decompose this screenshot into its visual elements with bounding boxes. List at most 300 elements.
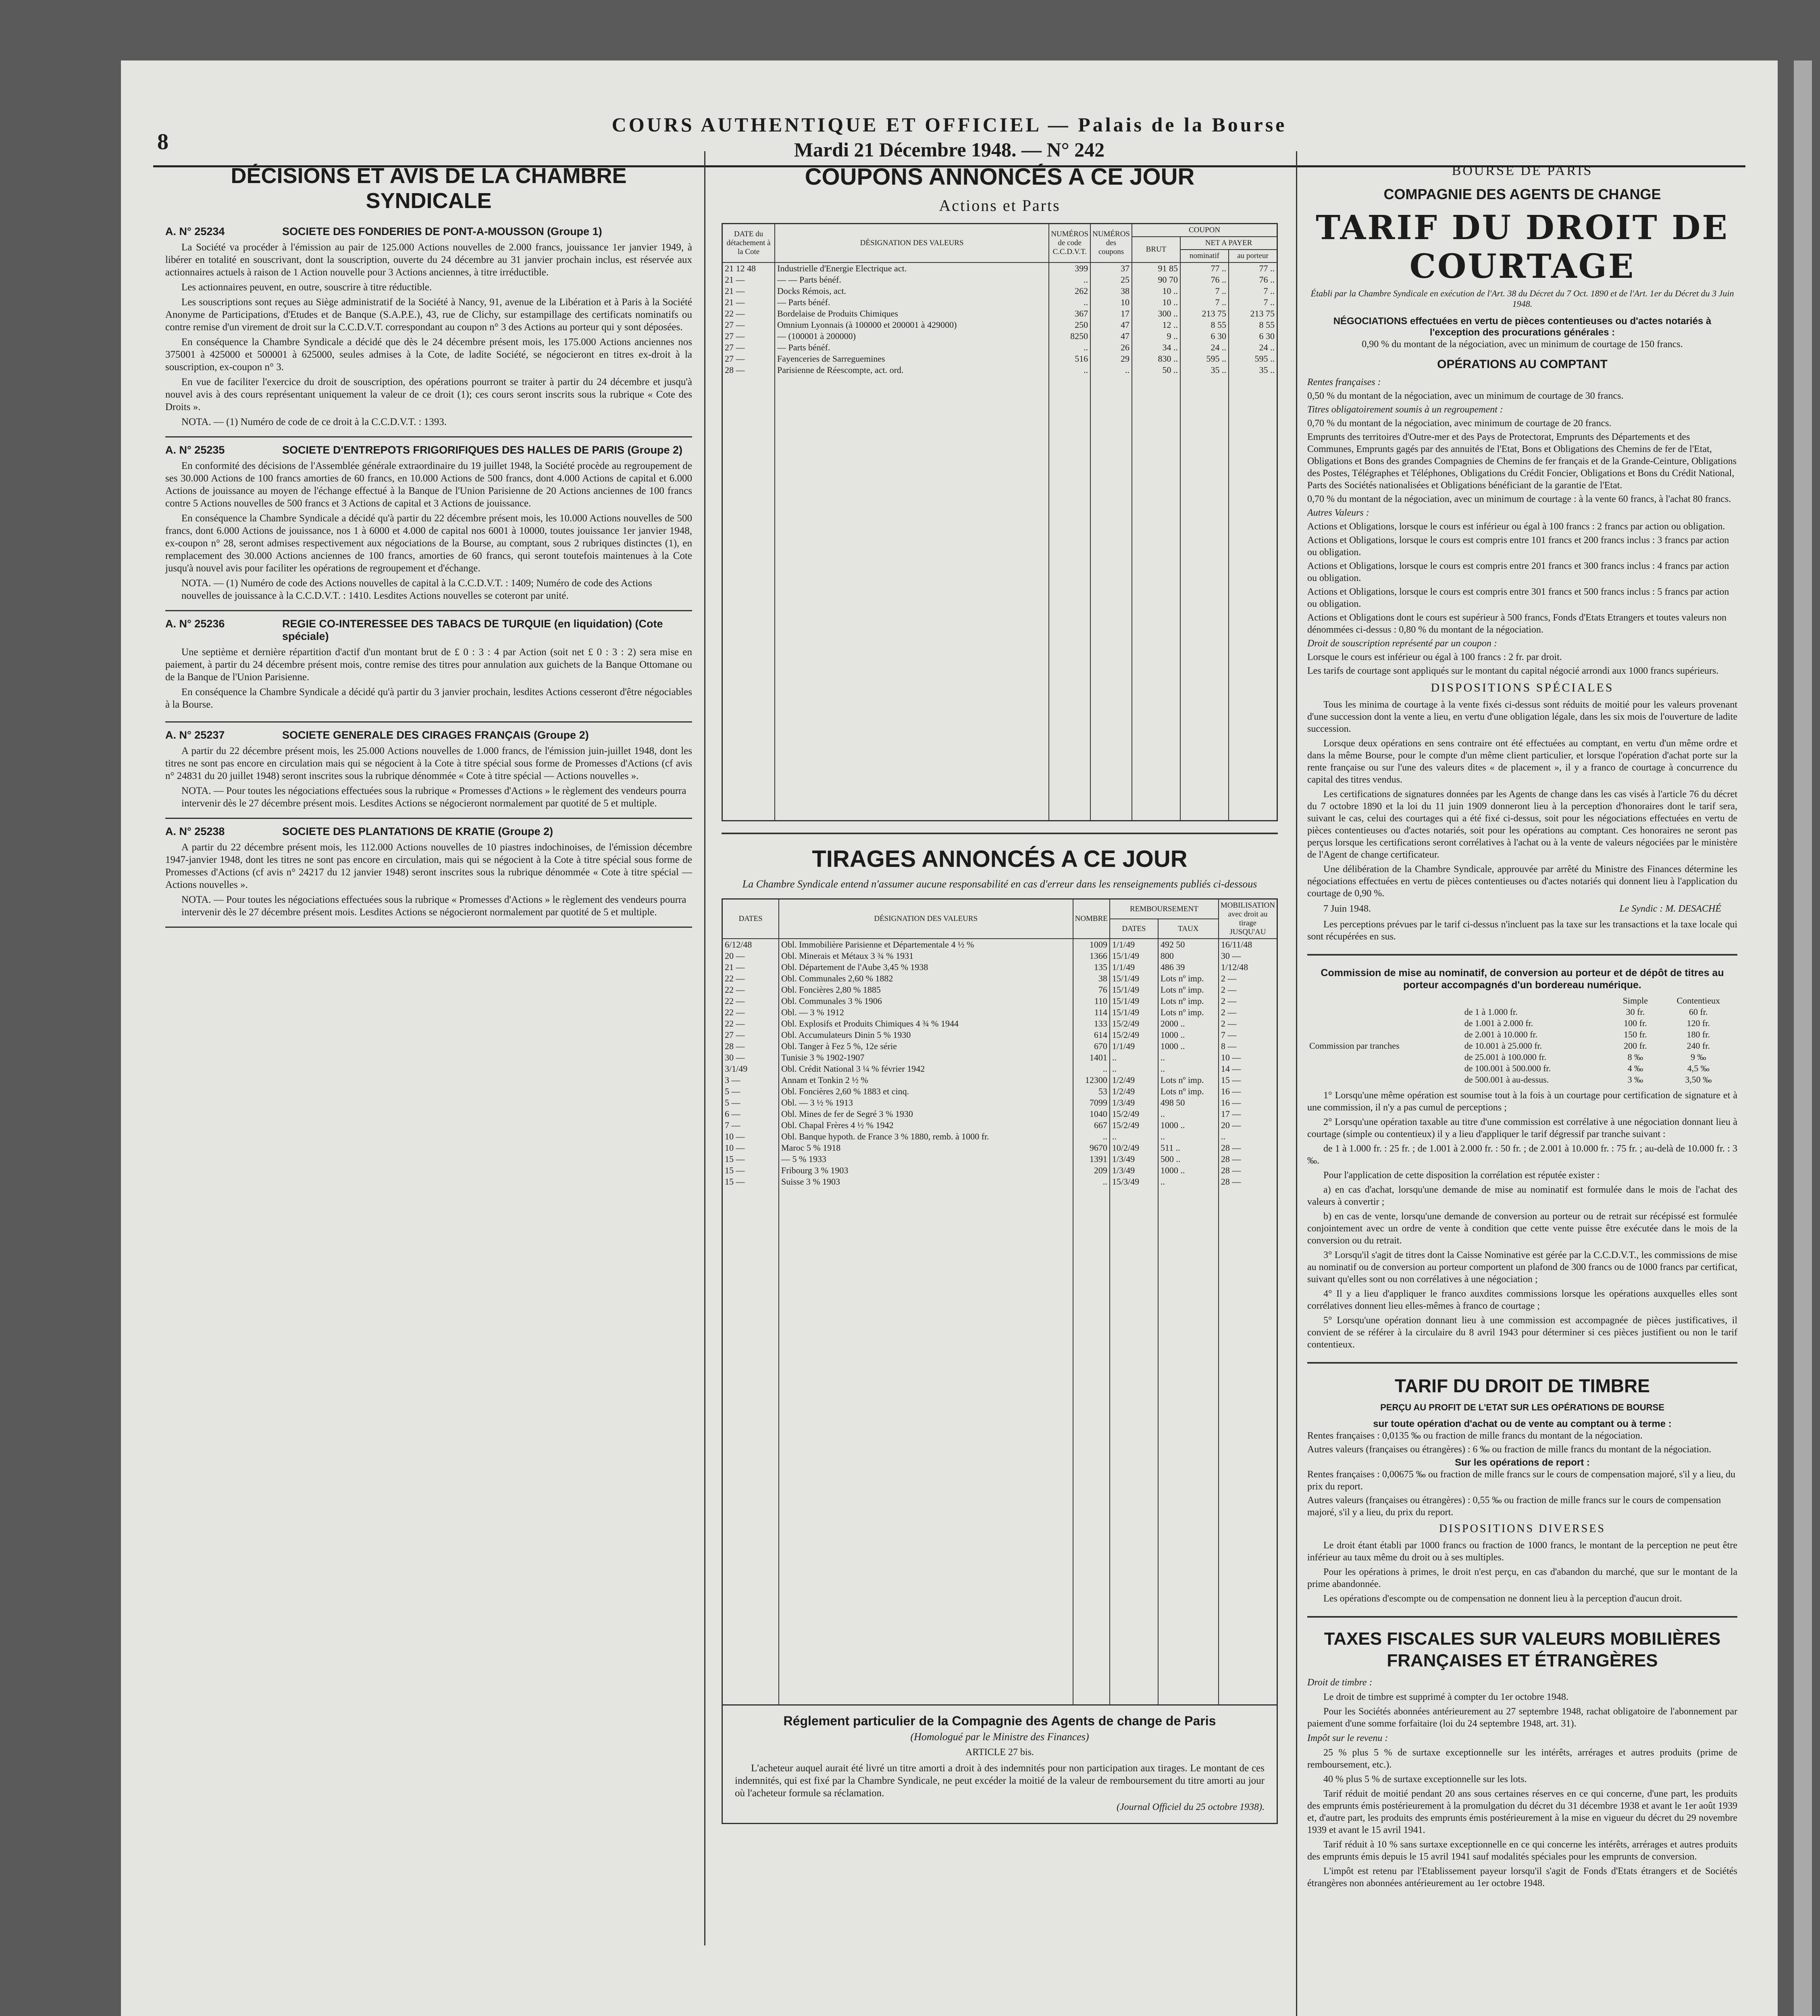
- col-designation: DÉSIGNATION DES VALEURS: [779, 899, 1073, 939]
- tarif-line: Titres obligatoirement soumis à un regroupement :: [1307, 404, 1503, 415]
- table-cell: 12300: [1073, 1075, 1110, 1086]
- table-cell: 10 —: [722, 1142, 779, 1154]
- taxes-line: 25 % plus 5 % de surtaxe exceptionnelle sur les intérêts, arrérages et autres produits (prime de remboursement, etc.).: [1307, 1747, 1737, 1770]
- table-cell: 15/1/49: [1110, 1007, 1158, 1018]
- reglement-title: Réglement particulier de la Compagnie des Agents de change de Paris: [783, 1714, 1216, 1728]
- table-cell: 47: [1090, 319, 1132, 331]
- table-cell: 367: [1049, 308, 1090, 319]
- table-row: [722, 274, 1277, 285]
- commission-note: 5° Lorsqu'une opération donnant lieu à une commission est accompagnée de pièces justificatives, il convient de se référer à la circulaire du 8 avril 1943 pour déterminer si ces pièces justifient ou non le tarif contentieux.: [1307, 1315, 1737, 1350]
- notice-nota: NOTA. — Pour toutes les négociations effectuées sous la rubrique « Promesses d'Actions » le règlement des vendeurs pourra intervenir dès le 27 décembre présent mois. Lesdites Actions se négocieront normalement par quotité de 5 et multiple.: [181, 894, 686, 918]
- table-cell: 1/1/49: [1110, 939, 1158, 950]
- notice-number: A. N° 25237: [165, 729, 225, 741]
- commission-row: [1307, 1074, 1737, 1085]
- notice-company: SOCIETE D'ENTREPOTS FRIGORIFIQUES DES HALLES DE PARIS (Groupe 2): [282, 444, 683, 456]
- tarif-line: 0,70 % du montant de la négociation, avec un minimum de courtage : à la vente 60 francs, à l'achat 80 francs.: [1307, 494, 1731, 504]
- table-row: [722, 950, 1277, 962]
- table-cell: 15 —: [722, 1154, 779, 1165]
- table-cell: 77 ..: [1229, 262, 1277, 274]
- col-coupon: COUPON: [1132, 224, 1277, 237]
- table-cell: — Parts bénéf.: [775, 342, 1049, 353]
- commission-cell: de 25.001 à 100.000 fr.: [1464, 1052, 1547, 1062]
- table-cell: ..: [1158, 1052, 1219, 1063]
- table-cell: 16/11/48: [1219, 939, 1277, 950]
- table-cell: 30 —: [722, 1052, 779, 1063]
- table-row: [722, 1142, 1277, 1154]
- negociations-heading: NÉGOCIATIONS effectuées en vertu de pièces contentieuses ou d'actes notariés à l'exception des procurations générales :: [1333, 316, 1712, 338]
- table-cell: 15/1/49: [1110, 996, 1158, 1007]
- taxes-line: 40 % plus 5 % de surtaxe exceptionnelle sur les lots.: [1323, 1774, 1527, 1785]
- table-cell: 15/1/49: [1110, 950, 1158, 962]
- table-row: [722, 1075, 1277, 1086]
- notice-number: A. N° 25238: [165, 825, 225, 837]
- coupons-subtitle: Actions et Parts: [939, 196, 1061, 215]
- table-cell: 7 ..: [1229, 285, 1277, 297]
- tarif-lines: [1307, 376, 1737, 677]
- table-cell: 8250: [1049, 331, 1090, 342]
- tarif-line: Autres Valeurs :: [1307, 508, 1369, 518]
- commission-note: 2° Lorsqu'une opération taxable au titre d'une commission est corrélative à une négociation donnant lieu à courtage (simple ou contentieux) il y a lieu d'appliquer le tarif dégressif par tranche suivant :: [1307, 1117, 1737, 1139]
- table-cell: Maroc 5 % 1918: [779, 1142, 1073, 1154]
- table-cell: — Parts bénéf.: [775, 297, 1049, 308]
- table-cell: Lots nº imp.: [1158, 1086, 1219, 1097]
- table-cell: 10 —: [722, 1131, 779, 1142]
- commission-note: Pour l'application de cette disposition la corrélation est réputée exister :: [1323, 1170, 1600, 1181]
- table-cell: 1/3/49: [1110, 1097, 1158, 1108]
- notice-paragraph: En conséquence la Chambre Syndicale a décidé qu'à partir du 3 janvier prochain, lesdites Actions cesseront d'être négociables à la Bourse.: [165, 687, 692, 710]
- table-cell: Suisse 3 % 1903: [779, 1176, 1073, 1187]
- taxes-line: Tarif réduit à 10 % sans surtaxe exceptionnelle en ce qui concerne les intérêts, arrérages et autres produits des emprunts émis depuis le 15 avril 1941 sauf modalités spéciales pour les emprunts de conversion.: [1307, 1839, 1737, 1862]
- table-cell: 12 ..: [1132, 319, 1180, 331]
- diverses-paragraph: Pour les opérations à primes, le droit n'est perçu, en cas d'abandon du marché, que sur le montant de la prime abandonnée.: [1307, 1567, 1737, 1589]
- diverses-paragraph: Le droit étant établi par 1000 francs ou fraction de 1000 francs, le montant de la perception ne peut être inférieur au taux même du droit ou à ses multiples.: [1307, 1540, 1737, 1563]
- table-cell: 2 —: [1219, 973, 1277, 984]
- notice-paragraph: En conséquence la Chambre Syndicale a décidé que dès le 24 décembre présent mois, les 175.000 Actions anciennes nos 375001 à 425000 et 500001 à 625000, seules admises à la Cote, de ladite Société, se négocieront en titres ex-droit à la souscription, ex-coupon n° 3.: [165, 337, 692, 373]
- table-cell: 34 ..: [1132, 342, 1180, 353]
- table-row: [722, 1131, 1277, 1142]
- table-cell: 76 ..: [1229, 274, 1277, 285]
- col-rdates: DATES: [1110, 919, 1158, 939]
- table-cell: 492 50: [1158, 939, 1219, 950]
- table-cell: ..: [1110, 1131, 1158, 1142]
- table-row: [722, 939, 1277, 950]
- table-cell: 15 —: [722, 1176, 779, 1187]
- taxes-line: Droit de timbre :: [1307, 1677, 1373, 1688]
- timbre-l1: Rentes françaises : 0,0135 ‰ ou fraction de mille francs du montant de la négociation.: [1307, 1431, 1643, 1441]
- commission-cell: 200 fr.: [1624, 1041, 1647, 1051]
- notice-paragraph: En vue de faciliter l'exercice du droit de souscription, des opérations pourront se traiter à partir du 24 décembre et jusqu'à nouvel avis à des cours représentant uniquement la valeur de ce droit (1); ces cours seront inscrits sous la rubrique « Cote des Droits ».: [165, 377, 692, 412]
- table-row: [722, 1063, 1277, 1075]
- table-row: [722, 364, 1277, 376]
- tarif-line: 0,70 % du montant de la négociation, avec minimum de courtage de 20 francs.: [1307, 418, 1612, 429]
- table-cell: Parisienne de Réescompte, act. ord.: [775, 364, 1049, 376]
- commission-label: [1307, 1052, 1462, 1063]
- commission-row: [1307, 1006, 1737, 1018]
- table-cell: 1040: [1073, 1108, 1110, 1120]
- table-cell: 28 —: [722, 1041, 779, 1052]
- table-cell: 20 —: [1219, 1120, 1277, 1131]
- table-cell: Lots nº imp.: [1158, 1075, 1219, 1086]
- table-cell: 135: [1073, 962, 1110, 973]
- timbre-h1: sur toute opération d'achat ou de vente au comptant ou à terme :: [1373, 1418, 1672, 1429]
- commission-row: [1307, 1063, 1737, 1074]
- commission-row: [1307, 1029, 1737, 1040]
- table-cell: 213 75: [1180, 308, 1229, 319]
- notice-nota: NOTA. — Pour toutes les négociations effectuées sous la rubrique « Promesses d'Actions » le règlement des vendeurs pourra intervenir dès le 27 décembre présent mois. Lesdites Actions se négocieront normalement par quotité de 5 et multiple.: [181, 785, 686, 809]
- taxes-line: L'impôt est retenu par l'Etablissement payeur lorsqu'il s'agit de Fonds d'Etats étrangers et de Sociétés étrangères non abonnées antérieurement au 1er octobre 1948.: [1307, 1866, 1737, 1889]
- diverses-paragraph: Les opérations d'escompte ou de compensation ne donnent lieu à la perception d'aucun droit.: [1323, 1593, 1682, 1604]
- commission-note: 4° Il y a lieu d'appliquer le franco auxdites commissions lorsque les opérations auxquelles elles sont corrélatives donnent lieu elles-mêmes à franco de courtage ;: [1307, 1289, 1737, 1311]
- commission-title: Commission de mise au nominatif, de conversion au porteur et de dépôt de titres au porteur accompagnés d'un bordereau numérique.: [1321, 967, 1724, 991]
- table-cell: Bordelaise de Produits Chimiques: [775, 308, 1049, 319]
- table-cell: ..: [1073, 1131, 1110, 1142]
- table-cell: 10 —: [1219, 1052, 1277, 1063]
- tirages-table: [722, 898, 1278, 1706]
- table-cell: 22 —: [722, 1018, 779, 1029]
- col-designation: DÉSIGNATION DES VALEURS: [775, 224, 1049, 263]
- commission-note: 3° Lorsqu'il s'agit de titres dont la Caisse Nominative est gérée par la C.C.D.V.T., les commissions de mise au nominatif ou de conversion au porteur comportent un plafond de 300 francs ou de 1000 francs par certificat, suivant qu'elles sont ou non corrélatives à une négociation ;: [1307, 1250, 1737, 1285]
- table-row: [722, 331, 1277, 342]
- table-cell: 500 ..: [1158, 1154, 1219, 1165]
- table-cell: 50 ..: [1132, 364, 1180, 376]
- table-cell: ..: [1158, 1063, 1219, 1075]
- taxes-line: Impôt sur le revenu :: [1307, 1733, 1388, 1743]
- notice-paragraph: Une septième et dernière répartition d'actif d'un montant brut de £ 0 : 3 : 4 par Action (soit net £ 0 : 3 : 2) sera mise en paiement, à partir du 24 décembre présent mois, contre remise des titres pour annulation aux guichets de la Banque Ottomane ou de la Banque de l'Union Parisienne.: [165, 647, 692, 683]
- table-blank-space: [722, 376, 1277, 821]
- notice-paragraph: Les souscriptions sont reçues au Siège administratif de la Société à Nancy, 91, avenue de la Libération et à Paris à la Société Anonyme de Participations, d'Etudes et de Banque (S.A.P.E.), 43, rue de Clichy, sur estampillage des certificats nominatifs ou contre remise d'un virement de droit sur la C.C.D.V.T. correspondant au coupon n° 3 des Actions au porteur qui y sont déposées.: [165, 297, 692, 333]
- commission-note: 1° Lorsqu'une même opération est soumise tout à la fois à un courtage pour certification de signature et à une commission, il n'y a pas cumul de perceptions ;: [1307, 1090, 1737, 1113]
- section-rule: [722, 833, 1278, 834]
- commission-cell: de 100.001 à 500.000 fr.: [1464, 1063, 1551, 1073]
- commission-cell: 8 ‰: [1627, 1052, 1643, 1062]
- notice-company: REGIE CO-INTERESSEE DES TABACS DE TURQUIE (en liquidation) (Cote spéciale): [282, 618, 663, 642]
- table-cell: 830 ..: [1132, 353, 1180, 364]
- commission-row: [1307, 1018, 1737, 1029]
- table-cell: 1/2/49: [1110, 1086, 1158, 1097]
- dispositions-title: DISPOSITIONS SPÉCIALES: [1431, 681, 1614, 694]
- table-cell: 1/2/49: [1110, 1075, 1158, 1086]
- tarif-line: Les tarifs de courtage sont appliqués sur le montant du capital négocié arrondi aux 1000 francs supérieurs.: [1307, 666, 1719, 676]
- table-cell: Omnium Lyonnais (à 100000 et 200001 à 429000): [775, 319, 1049, 331]
- commission-cell: 9 ‰: [1690, 1052, 1706, 1062]
- table-cell: 262: [1049, 285, 1090, 297]
- taxes-line: Pour les Sociétés abonnées antérieurement au 27 septembre 1948, rachat obligatoire de l'abonnement par paiement d'une somme forfaitaire (loi du 24 septembre 1948, art. 31).: [1307, 1706, 1737, 1729]
- table-row: [722, 973, 1277, 984]
- table-cell: 511 ..: [1158, 1142, 1219, 1154]
- commission-row: [1307, 1040, 1737, 1052]
- section-rule: [1307, 954, 1737, 956]
- table-cell: 5 —: [722, 1086, 779, 1097]
- notice-header: [165, 225, 692, 238]
- notice-paragraph: En conformité des décisions de l'Assemblée générale extraordinaire du 19 juillet 1948, la Société procède au regroupement de ses 30.000 Actions de 100 francs amorties de 60 francs, en 10.000 Actions de 500 francs, dont 4.000 Actions de capital et 6.000 Actions de jouissance au moyen de l'échange effectué à la Banque de l'Union Parisienne de 20 Actions anciennes de 100 francs contre 5 Actions nouvelles de 500 francs et 3 Actions de capital et 3 Actions de jouissance.: [165, 460, 692, 509]
- table-cell: 595 ..: [1229, 353, 1277, 364]
- table-cell: 1401: [1073, 1052, 1110, 1063]
- table-cell: 595 ..: [1180, 353, 1229, 364]
- notice-item: [165, 819, 692, 928]
- table-cell: 21 12 48: [722, 262, 775, 274]
- commission-cell: 100 fr.: [1624, 1018, 1647, 1028]
- table-cell: Fayenceries de Sarreguemines: [775, 353, 1049, 364]
- table-cell: Obl. Département de l'Aube 3,45 % 1938: [779, 962, 1073, 973]
- reglement-box: [722, 1706, 1278, 1824]
- table-cell: 6/12/48: [722, 939, 779, 950]
- table-cell: 22 —: [722, 984, 779, 996]
- table-cell: 8 55: [1229, 319, 1277, 331]
- table-cell: 28 —: [1219, 1176, 1277, 1187]
- tirages-subtitle: La Chambre Syndicale entend n'assumer aucune responsabilité en cas d'erreur dans les renseignements publiés ci-dessous: [742, 878, 1257, 890]
- notice-item: [165, 437, 692, 611]
- table-cell: 3/1/49: [722, 1063, 779, 1075]
- table-cell: 47: [1090, 331, 1132, 342]
- table-cell: 28 —: [1219, 1142, 1277, 1154]
- table-row: [722, 1029, 1277, 1041]
- commission-cell: de 1.001 à 2.000 fr.: [1464, 1018, 1533, 1028]
- table-cell: 20 —: [722, 950, 779, 962]
- commission-note: a) en cas d'achat, lorsqu'une demande de mise au nominatif est formulée dans le mois de l'achat des valeurs à convertir ;: [1307, 1185, 1737, 1207]
- table-cell: 1/3/49: [1110, 1165, 1158, 1176]
- commission-cell: de 1 à 1.000 fr.: [1464, 1007, 1518, 1017]
- tarif-line: Lorsque le cours est inférieur ou égal à 100 francs : 2 fr. par droit.: [1307, 652, 1562, 662]
- timbre-subtitle: PERÇU AU PROFIT DE L'ETAT SUR LES OPÉRATIONS DE BOURSE: [1380, 1402, 1664, 1412]
- commission-label: [1307, 1018, 1462, 1029]
- taxes-title-1: TAXES FISCALES SUR VALEURS MOBILIÈRES: [1324, 1629, 1721, 1649]
- table-cell: 15/2/49: [1110, 1108, 1158, 1120]
- table-cell: 22 —: [722, 973, 779, 984]
- table-row: [722, 1176, 1277, 1187]
- table-cell: 10 ..: [1132, 297, 1180, 308]
- commission-notes: [1307, 1089, 1737, 1351]
- tarif-line: 0,50 % du montant de la négociation, avec un minimum de courtage de 30 francs.: [1307, 391, 1624, 401]
- newspaper-page: [121, 60, 1778, 2016]
- table-row: [722, 262, 1277, 274]
- notice-paragraph: Les actionnaires peuvent, en outre, souscrire à titre réductible.: [181, 282, 432, 293]
- table-cell: 5 —: [722, 1097, 779, 1108]
- table-cell: 22 —: [722, 1007, 779, 1018]
- notice-nota: NOTA. — (1) Numéro de code des Actions nouvelles de capital à la C.C.D.V.T. : 1409; Numéro de code des Actions nouvelles de jouissance à la C.C.D.V.T. : 1410. Lesdites Actions nouvelles se coteront par unité.: [181, 578, 652, 601]
- table-cell: 27 —: [722, 1029, 779, 1041]
- table-cell: Tunisie 3 % 1902-1907: [779, 1052, 1073, 1063]
- col-code: NUMÉROS de code C.C.D.V.T.: [1049, 224, 1090, 263]
- page-header: [121, 85, 1778, 161]
- table-cell: 7 ..: [1180, 297, 1229, 308]
- commission-cell: 3 ‰: [1627, 1075, 1643, 1085]
- notice-number: A. N° 25234: [165, 225, 225, 237]
- table-cell: ..: [1110, 1063, 1158, 1075]
- tarif-courtage-title: TARIF DU DROIT DE COURTAGE: [1316, 208, 1729, 286]
- notice-header: [165, 444, 692, 456]
- table-cell: 27 —: [722, 331, 775, 342]
- commission-table: [1307, 995, 1737, 1085]
- col-date: DATE du détachement à la Cote: [722, 224, 775, 263]
- page-number: 8: [157, 129, 168, 154]
- table-cell: Lots nº imp.: [1158, 996, 1219, 1007]
- commission-cell: 3,50 ‰: [1685, 1075, 1712, 1085]
- table-row: [722, 1120, 1277, 1131]
- col-simple: Simple: [1622, 996, 1648, 1006]
- table-cell: 17: [1090, 308, 1132, 319]
- table-cell: 16 —: [1219, 1086, 1277, 1097]
- col-net: NET A PAYER: [1180, 237, 1277, 250]
- table-row: [722, 1097, 1277, 1108]
- table-cell: 1366: [1073, 950, 1110, 962]
- table-cell: 8 55: [1180, 319, 1229, 331]
- col-contentieux: Contentieux: [1676, 996, 1720, 1006]
- table-cell: 1/1/49: [1110, 1041, 1158, 1052]
- table-cell: Obl. Communales 2,60 % 1882: [779, 973, 1073, 984]
- table-cell: 10: [1090, 297, 1132, 308]
- table-cell: 38: [1090, 285, 1132, 297]
- taxes-line: Tarif réduit de moitié pendant 20 ans sous certaines réserves en ce qui concerne, d'une part, les produits des emprunts émis postérieurement à la promulgation du décret du 31 décembre 1938 et avant le 1er août 1939 et, d'autre part, les produits des emprunts émis postérieurement à la mise en vigueur du décret du 29 novembre 1939 et avant le 15 avril 1941.: [1307, 1789, 1737, 1835]
- taxes-title-2: FRANÇAISES ET ÉTRANGÈRES: [1387, 1651, 1658, 1670]
- tarif-signature: [1323, 904, 1721, 914]
- table-cell: 30 —: [1219, 950, 1277, 962]
- table-cell: 498 50: [1158, 1097, 1219, 1108]
- disposition-paragraph: Les certifications de signatures données par les Agents de change dans les cas visés à l'article 76 du décret du 7 octobre 1890 et la loi du 11 juin 1909 donneront lieu à la perception d'honoraires dont le tarif sera, suivant le cas, celui des courtages qui a été fixé ci-dessus, soit pour les négociations effectuées en vertu de pièces contentieuses ou d'actes notariés, soit pour les opérations au comptant. Ces honoraires ne seront pas perçus lorsque les certifications seront corrélatives à l'achat ou à la vente de valeurs négociées par le ministère de l'Agent de change certificateur.: [1307, 789, 1737, 860]
- table-cell: Obl. Banque hypoth. de France 3 % 1880, remb. à 1000 fr.: [779, 1131, 1073, 1142]
- commission-label: Commission par tranches: [1309, 1041, 1400, 1051]
- commission-cell: de 10.001 à 25.000 fr.: [1464, 1041, 1542, 1051]
- table-cell: 1391: [1073, 1154, 1110, 1165]
- table-cell: 27 —: [722, 353, 775, 364]
- table-cell: 10/2/49: [1110, 1142, 1158, 1154]
- compagnie-title: COMPAGNIE DES AGENTS DE CHANGE: [1383, 186, 1661, 202]
- commission-cell: 150 fr.: [1624, 1029, 1647, 1039]
- tarif-date: 7 Juin 1948.: [1323, 904, 1371, 914]
- commission-cell: 180 fr.: [1687, 1029, 1710, 1039]
- col-porteur: au porteur: [1229, 250, 1277, 262]
- table-cell: ..: [1158, 1176, 1219, 1187]
- commission-cell: de 2.001 à 10.000 fr.: [1464, 1029, 1538, 1039]
- table-cell: 15/2/49: [1110, 1029, 1158, 1041]
- table-cell: 209: [1073, 1165, 1110, 1176]
- table-cell: ..: [1158, 1131, 1219, 1142]
- table-cell: 1000 ..: [1158, 1165, 1219, 1176]
- table-cell: 250: [1049, 319, 1090, 331]
- tarif-line: Droit de souscription représenté par un coupon :: [1307, 638, 1497, 649]
- diverses-list: [1307, 1539, 1737, 1605]
- timbre-l2: Autres valeurs (françaises ou étrangères) : 6 ‰ ou fraction de mille francs du montant de la négociation.: [1307, 1444, 1712, 1455]
- table-cell: Obl. Mines de fer de Segré 3 % 1930: [779, 1108, 1073, 1120]
- table-cell: 399: [1049, 262, 1090, 274]
- table-cell: Obl. Accumulateurs Dinin 5 % 1930: [779, 1029, 1073, 1041]
- table-row: [722, 308, 1277, 319]
- notice-item: [165, 723, 692, 819]
- timbre-h2: Sur les opérations de report :: [1455, 1457, 1590, 1468]
- table-cell: 9 ..: [1132, 331, 1180, 342]
- col-brut: BRUT: [1132, 237, 1180, 262]
- table-cell: Lots nº imp.: [1158, 984, 1219, 996]
- table-cell: ..: [1049, 297, 1090, 308]
- table-cell: Obl. — 3 % 1912: [779, 1007, 1073, 1018]
- table-row: [722, 1052, 1277, 1063]
- table-cell: 133: [1073, 1018, 1110, 1029]
- reglement-subtitle: (Homologué par le Ministre des Finances): [910, 1731, 1089, 1743]
- table-cell: 29: [1090, 353, 1132, 364]
- tarif-subtitle: Établi par la Chambre Syndicale en exécution de l'Art. 38 du Décret du 7 Oct. 1890 et de l'Art. 1er du Décret du 3 Juin 1948.: [1310, 288, 1734, 309]
- section-rule: [1307, 1616, 1737, 1618]
- notice-header: [165, 825, 692, 838]
- table-cell: 1009: [1073, 939, 1110, 950]
- table-cell: ..: [1090, 364, 1132, 376]
- table-cell: 2 —: [1219, 1007, 1277, 1018]
- table-cell: 1/12/48: [1219, 962, 1277, 973]
- notice-company: SOCIETE GENERALE DES CIRAGES FRANÇAIS (Groupe 2): [282, 729, 589, 741]
- table-row: [722, 1041, 1277, 1052]
- table-cell: Obl. Communales 3 % 1906: [779, 996, 1073, 1007]
- coupons-table: [722, 223, 1278, 821]
- table-cell: 26: [1090, 342, 1132, 353]
- decisions-column: [153, 151, 705, 1945]
- diverses-title: DISPOSITIONS DIVERSES: [1439, 1522, 1606, 1535]
- table-cell: 28 —: [1219, 1154, 1277, 1165]
- table-row: [722, 996, 1277, 1007]
- commission-row: [1307, 1052, 1737, 1063]
- tarif-line: Rentes françaises :: [1307, 377, 1381, 387]
- table-cell: 15 —: [1219, 1075, 1277, 1086]
- notice-paragraph: En conséquence la Chambre Syndicale a décidé qu'à partir du 22 décembre présent mois, les 10.000 Actions nouvelles de 500 francs, dont 6.000 Actions de jouissance, nos 1 à 6000 et 4.000 de capital nos 6001 à 10000, toutes jouissance 1er janvier 1948, ex-coupon n° 28, seront admises respectivement aux négociations de la Bourse, au comptant, sous 2 rubriques distinctes (1), en remplacement des 30.000 Actions anciennes de 100 francs, amorties de 60 francs, qui seront toutefois maintenues à la Cote jusqu'à nouvel avis pour faciliter les opérations de regroupement et d'échange.: [165, 513, 692, 574]
- table-cell: 10 ..: [1132, 285, 1180, 297]
- scan-edge: [1794, 60, 1812, 2016]
- table-cell: 1/1/49: [1110, 962, 1158, 973]
- table-cell: 15/3/49: [1110, 1176, 1158, 1187]
- table-row: [722, 319, 1277, 331]
- table-cell: 22 —: [722, 308, 775, 319]
- table-cell: 24 ..: [1180, 342, 1229, 353]
- table-cell: 24 ..: [1229, 342, 1277, 353]
- notices-list: [165, 219, 692, 928]
- negociations-rate: 0,90 % du montant de la négociation, avec un minimum de courtage de 150 francs.: [1362, 339, 1683, 350]
- tarif-line: Actions et Obligations, lorsque le cours est compris entre 301 francs et 500 francs inclus : 5 francs par action ou obligation.: [1307, 587, 1729, 609]
- notice-paragraph: A partir du 22 décembre présent mois, les 112.000 Actions nouvelles de 10 piastres indochinoises, de l'émission décembre 1947-janvier 1948, dont les titres ne sont pas encore en circulation, mais qui se négocient à la Cote à titre spécial sous forme de Promesses d'Actions (cf avis n° 24217 du 12 janvier 1948) seront inscrites sous la rubrique dénommée « Cote à titre spécial — Actions nouvelles ».: [165, 842, 692, 890]
- table-cell: 27 —: [722, 342, 775, 353]
- table-row: [722, 297, 1277, 308]
- col-nombre: NOMBRE: [1073, 899, 1110, 939]
- commission-label: [1307, 1063, 1462, 1074]
- operations-title: OPÉRATIONS AU COMPTANT: [1437, 358, 1608, 371]
- table-cell: ..: [1049, 274, 1090, 285]
- table-cell: ..: [1073, 1176, 1110, 1187]
- table-cell: Lots nº imp.: [1158, 973, 1219, 984]
- table-cell: 614: [1073, 1029, 1110, 1041]
- tarifs-column: [1296, 151, 1747, 2016]
- table-row: [722, 342, 1277, 353]
- col-nominatif: nominatif: [1180, 250, 1229, 262]
- commission-label: [1307, 1029, 1462, 1040]
- tarif-line: Actions et Obligations, lorsque le cours est inférieur ou égal à 100 francs : 2 francs par action ou obligation.: [1307, 521, 1725, 532]
- table-blank-space: [722, 1187, 1277, 1705]
- notice-nota: NOTA. — (1) Numéro de code de ce droit à la C.C.D.V.T. : 1393.: [181, 417, 447, 427]
- dispositions-list: [1307, 699, 1737, 900]
- table-cell: 1000 ..: [1158, 1120, 1219, 1131]
- col-taux: TAUX: [1158, 919, 1219, 939]
- disposition-paragraph: Lorsque deux opérations en sens contraire ont été effectuées au comptant, en vertu d'un même ordre et dans la même Bourse, pour le compte d'un même client particulier, et lorsque l'opération d'achat porte sur la rente française ou sur l'une des valeurs dites « de placement », il y a franco de courtage à concurrence du capital des titres vendus.: [1307, 738, 1737, 785]
- table-cell: 22 —: [722, 996, 779, 1007]
- timbre-title: TARIF DU DROIT DE TIMBRE: [1395, 1375, 1650, 1396]
- table-cell: — 5 % 1933: [779, 1154, 1073, 1165]
- table-cell: 17 —: [1219, 1108, 1277, 1120]
- notice-header: [165, 729, 692, 741]
- table-cell: 35 ..: [1229, 364, 1277, 376]
- table-cell: Obl. — 3 ½ % 1913: [779, 1097, 1073, 1108]
- table-cell: 25: [1090, 274, 1132, 285]
- table-row: [722, 285, 1277, 297]
- col-dates: DATES: [722, 899, 779, 939]
- disposition-paragraph: Tous les minima de courtage à la vente fixés ci-dessus sont réduits de moitié pour les valeurs provenant d'une succession dont la vente a lieu, en vertu d'une obligation légale, dans les six mois de l'ouverture de ladite succession.: [1307, 700, 1737, 734]
- table-cell: 300 ..: [1132, 308, 1180, 319]
- commission-cell: 60 fr.: [1689, 1007, 1708, 1017]
- table-cell: 35 ..: [1180, 364, 1229, 376]
- reglement-text: L'acheteur auquel aurait été livré un titre amorti a droit à des indemnités pour non participation aux tirages. Le montant de ces indemnités, qui est fixé par la Chambre Syndicale, ne peut excéder la moitié de la valeur de remboursement du titre amorti au jour où l'acheteur formule sa réclamation.: [735, 1763, 1265, 1799]
